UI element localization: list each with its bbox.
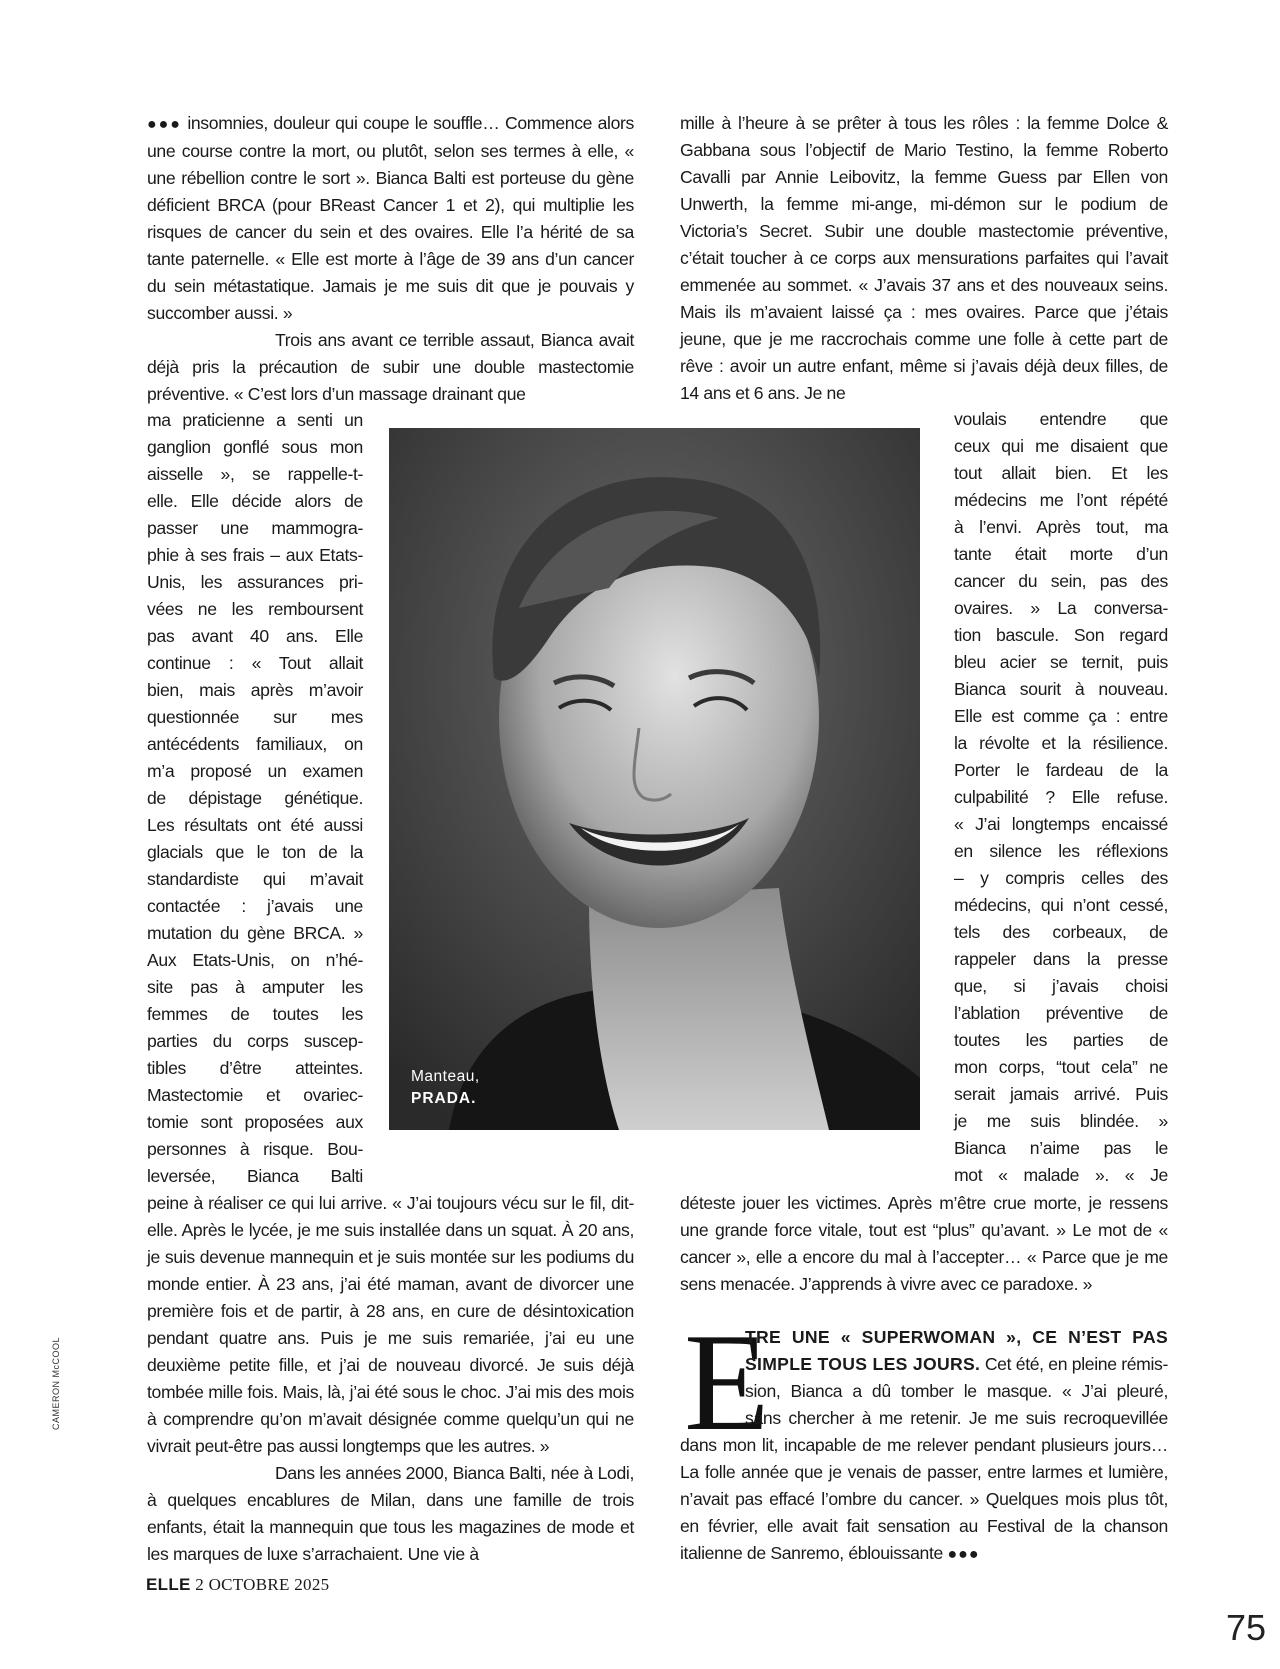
text-line: elle. Elle décide alors de	[147, 491, 363, 511]
paragraph: peine à réaliser ce qui lui arrive. « J’ai toujours vécu sur le fil, dit-elle. Après le lycée, je me suis installée dans un squat. À 20 ans, je suis devenue mannequin et je suis montée sur les podiums du monde entier. À 23 ans, j’ai été maman, avant de divorcer une première fois et de partir, à 28 ans, en cure de désintoxication pendant quatre ans. Puis je me suis remariée, j’ai eu une deuxième petite fille, et j’ai de nouveau divorcé. Je suis déjà tombée mille fois. Mais, là, j’ai été sous le choc. J’ai mis des mois à comprendre qu’on m’avait désignée comme quelqu’un qui ne vivrait peut-être pas aussi longtemps que les autres. »	[147, 1193, 634, 1456]
text-line: « J’ai longtemps encaissé	[954, 814, 1168, 834]
text-line: contactée : j’avais une	[147, 896, 363, 916]
text-line: tante était morte d’un	[954, 544, 1168, 564]
text-line: Unis, les assurances pri-	[147, 572, 363, 592]
text-line: phie à ses frais – aux Etats-	[147, 545, 363, 565]
text-line: aisselle », se rappelle-t-	[147, 464, 363, 484]
paragraph: dans mon lit, incapable de me relever pendant plusieurs jours… La folle année que je venais de passer, entre larmes et lumière, n’avait pas effacé l’ombre du cancer. » Quelques mois plus tôt, en février, elle avait fait sensation au Festival de la chanson italienne de Sanremo, éblouissante ●●●	[680, 1435, 1168, 1563]
column-right	[680, 110, 1168, 407]
bullet-dots-icon: ●●●	[947, 1546, 980, 1563]
drop-cap: E	[684, 1305, 770, 1460]
text-line: antécédents familiaux, on	[147, 734, 363, 754]
text-line: bien, mais après m’avoir	[147, 680, 363, 700]
text-line: tomie sont proposées aux	[147, 1112, 363, 1132]
text-line: je me suis blindée. »	[954, 1111, 1168, 1131]
text-line: tout allait bien. Et les	[954, 463, 1168, 483]
text-line: leversée, Bianca Balti	[147, 1166, 363, 1186]
text-line: ganglion gonflé sous mon	[147, 437, 363, 457]
text-line: ovaires. » La conversa-	[954, 598, 1168, 618]
text-line: femmes de toutes les	[147, 1004, 363, 1024]
text-line: serait jamais arrivé. Puis	[954, 1084, 1168, 1104]
text-line: la révolte et la résilience.	[954, 733, 1168, 753]
text-line: à l’envi. Après tout, ma	[954, 517, 1168, 537]
paragraph: mille à l’heure à se prêter à tous les rôles : la femme Dolce & Gabbana sous l’objectif de Mario Testino, la femme Roberto Cavalli par Annie Leibovitz, la femme Guess par Ellen von Unwerth, la femme mi-ange, mi-démon sur le podium de Victoria’s Secret. Subir une double mastectomie préventive, c’était toucher à ce corps aux mensurations parfaites qui l’avait emmenée au sommet. « J’avais 37 ans et des nouveaux seins. Mais ils m’avaient laissé ça : mes ovaires. Parce que j’étais jeune, que je me raccrochais comme une folle à cette part de rêve : avoir un autre enfant, même si j’avais déjà deux filles, de 14 ans et 6 ans. Je ne	[680, 113, 1168, 403]
paragraph: ●●● insomnies, douleur qui coupe le souffle… Commence alors une course contre la mort, ou plutôt, selon ses termes à elle, « une rébellion contre le sort ». Bianca Balti est porteuse du gène déficient BRCA (pour BReast Cancer 1 et 2), qui multiplie les risques de cancer du sein et des ovaires. Elle l’a hérité de sa tante paternelle. « Elle est morte à l’âge de 39 ans d’un cancer du sein métastatique. Jamais je me suis dit que je pouvais y succomber aussi. »	[147, 113, 634, 323]
paragraph: Trois ans avant ce terrible assaut, Bianca avait déjà pris la précaution de subir une double mastectomie préventive. « C’est lors d’un massage drainant que	[147, 330, 634, 404]
text-line: en silence les réflexions	[954, 841, 1168, 861]
text-line: l’ablation préventive de	[954, 1003, 1168, 1023]
text-line: Porter le fardeau de la	[954, 760, 1168, 780]
column-right-end	[680, 1432, 1168, 1568]
text-line: personnes à risque. Bou-	[147, 1139, 363, 1159]
footer-brand: ELLE	[146, 1575, 191, 1594]
column-left-bottom	[147, 1190, 634, 1568]
text-line: toutes les parties de	[954, 1030, 1168, 1050]
text-line: de dépistage génétique.	[147, 788, 363, 808]
text-line: passer une mammogra-	[147, 518, 363, 538]
text-line: cancer du sein, pas des	[954, 571, 1168, 591]
text-line: Aux Etats-Unis, on n’hé-	[147, 950, 363, 970]
text-line: continue : « Tout allait	[147, 653, 363, 673]
page-number: 75	[1226, 1607, 1267, 1648]
text-line: que, si j’avais choisi	[954, 976, 1168, 996]
text-line: m’a proposé un examen	[147, 761, 363, 781]
lead-line: SIMPLE TOUS LES JOURS.	[745, 1354, 981, 1374]
column-right-narrow	[954, 406, 1168, 1189]
text-line: glacials que le ton de la	[147, 842, 363, 862]
paragraph: Dans les années 2000, Bianca Balti, née à Lodi, à quelques encablures de Milan, dans une famille de trois enfants, était la mannequin que tous les magazines de mode et les marques de luxe s’arrachaient. Une vie à	[147, 1463, 634, 1564]
text-line: ma praticienne a senti un	[147, 410, 363, 430]
text-line: bleu acier se ternit, puis	[954, 652, 1168, 672]
paragraph: déteste jouer les victimes. Après m’être crue morte, je ressens une grande force vitale, tout est “plus” qu’avant. » Le mot de « cancer », elle a encore du mal à l’accepter… « Parce que je me sens menacée. J’apprends à vivre avec ce paradoxe. »	[680, 1193, 1168, 1294]
column-left-narrow	[147, 407, 363, 1190]
text-line: médecins, qui n’ont cessé,	[954, 895, 1168, 915]
text-line: tibles d’être atteintes.	[147, 1058, 363, 1078]
text-line: pas avant 40 ans. Elle	[147, 626, 363, 646]
text-line: site pas à amputer les	[147, 977, 363, 997]
column-right-mid	[680, 1190, 1168, 1298]
text-line: tion bascule. Son regard	[954, 625, 1168, 645]
lead-line: TRE UNE « SUPERWOMAN », CE N’EST PAS	[745, 1327, 1168, 1347]
text-line: médecins me l’ont répété	[954, 490, 1168, 510]
text-line: voulais entendre que	[954, 409, 1168, 429]
text-line: ceux qui me disaient que	[954, 436, 1168, 456]
portrait-photo	[389, 428, 920, 1130]
text-line: Bianca n’aime pas le	[954, 1138, 1168, 1158]
text-line: – y compris celles des	[954, 868, 1168, 888]
text-line: tels des corbeaux, de	[954, 922, 1168, 942]
page-footer	[146, 1575, 329, 1595]
photo-credit: CAMERON McCOOL	[51, 1336, 61, 1430]
footer-date: 2 OCTOBRE 2025	[195, 1575, 330, 1594]
bullet-dots-icon: ●●●	[147, 116, 182, 133]
text-line: Les résultats ont été aussi	[147, 815, 363, 835]
text-line: sans chercher à me retenir. Je me suis recroquevillée	[745, 1408, 1168, 1428]
photo-caption: Manteau, PRADA.	[411, 1068, 480, 1107]
text-line: Mastectomie et ovariec-	[147, 1085, 363, 1105]
text-line: parties du corps suscep-	[147, 1031, 363, 1051]
column-left	[147, 110, 634, 408]
text-line: Bianca sourit à nouveau.	[954, 679, 1168, 699]
text-line: standardiste qui m’avait	[147, 869, 363, 889]
section-lead: TRE UNE « SUPERWOMAN », CE N’EST PAS SIMPLE TOUS LES JOURS. Cet été, en pleine rémis- sion, Bianca a dû tomber le masque. « J’ai pleuré, sans chercher à me retenir. Je me suis recroquevillée	[745, 1324, 1168, 1432]
text-line: mutation du gène BRCA. »	[147, 923, 363, 943]
text-line: mon corps, “tout cela” ne	[954, 1057, 1168, 1077]
text-line: Elle est comme ça : entre	[954, 706, 1168, 726]
text-line: culpabilité ? Elle refuse.	[954, 787, 1168, 807]
text-line: questionnée sur mes	[147, 707, 363, 727]
text-line: vées ne les remboursent	[147, 599, 363, 619]
portrait-illustration	[389, 428, 920, 1130]
text-line: sion, Bianca a dû tomber le masque. « J’ai pleuré,	[745, 1381, 1168, 1401]
text-line: mot « malade ». « Je	[954, 1165, 1168, 1185]
text-line: rappeler dans la presse	[954, 949, 1168, 969]
